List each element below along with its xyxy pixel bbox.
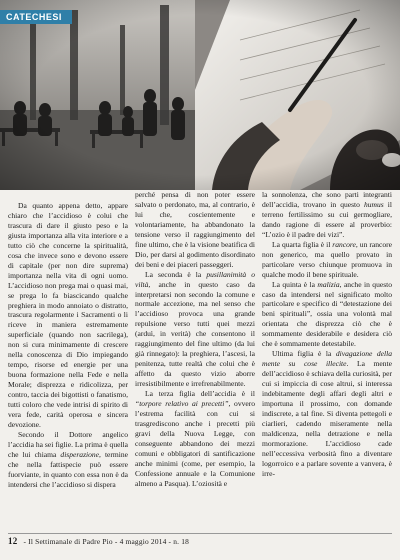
italic-text: rancore bbox=[332, 239, 356, 249]
text-run: . La mente dell’accidioso è schiava della curiosità, per cui si impiccia di cose altrui, si interessa indebitamente degli affari degli altri e importuna il prossimo, con domande indiscrete, a tal fine. Si diventa pettegoli e ciarlieri, cadendo miseramente nella maldicenza, nella detrazione e nella mormorazione. L’accidioso cade nell’eccessiva verbosità fino a diventare logorroico e a parlare sovente a vanvera, è irre- bbox=[262, 359, 392, 478]
text-run: il terreno fertilissimo su cui germogliare, dando ragione di essere al proverbio: “L’ozio è il padre dei vizi”. bbox=[262, 199, 392, 239]
text-run: perché pensa di non poter essere salvato o perdonato, ma, al contrario, è lui che, coscientemente e volontariamente, ha abbandonato la tensione verso il raggiungimento del fine ultimo, che è la visione beatifica di Dio, per darsi al godimento disordinato dei beni e dei piaceri passeggeri. bbox=[135, 190, 255, 269]
text-run: Da quanto appena detto, appare chiaro che l’accidioso è colui che trascura di dare il giusto peso e la giusta importanza alla vita interiore e a tutto ciò che concerne la spiritualità, cosa che invece sono e devono essere di capitale (per non dire suprema) importanza nella vita di ogni uomo. L’accidioso non prega mai o quasi mai, se prega lo fa biascicando qualche preghiera in modo annoiato o distratto, trascura regolarmente i Sacramenti o li riceve in maniera estremamente superficiale (quando non sacrilega), non si cura minimamente di crescere nella conoscenza di Dio impiegando tempo, risorse ed energie per una buona formazione nella Fede e nella Morale; disprezza e ridicolizza, per contro, taccia dei bigottisti o fanatismo, tutti coloro che vede intrisi di spirito di vera fede, carità operosa e sincera devozione. bbox=[8, 201, 128, 429]
article-column-3 bbox=[262, 190, 392, 479]
text-run: Ultima figlia è la bbox=[272, 349, 336, 359]
italic-text: pusillanimità o viltà bbox=[135, 269, 256, 289]
italic-text: humus bbox=[364, 199, 384, 209]
text-run: la sonnolenza, che sono parti integranti dell’accidia, trovano in questo bbox=[262, 190, 392, 209]
italic-text: divagazione della mente su cose illecite bbox=[262, 349, 393, 369]
text-run: Secondo il Dottore angelico l’accidia ha sei figlie. La prima è quella che lui chiama bbox=[8, 429, 128, 459]
text-run: , termine che nella fattispecie può essere fuorviante, in quanto con essa non è da intendersi che l’accidioso si dispera bbox=[8, 449, 128, 489]
text-run: La quarta figlia è il bbox=[272, 239, 333, 249]
text-run: , anche in questo caso da intendersi nel significato molto particolare e specifico di “detestazione dei beni spirituali”, ossia una volontà mal orientata che disprezza ciò che è sommamente desiderabile e desidera ciò che è sommamente detestabile. bbox=[262, 279, 393, 349]
article-column-2 bbox=[135, 190, 255, 489]
paragraph bbox=[262, 280, 392, 350]
text-run: , anche in questo caso da interpretarsi non secondo la comune e normale accezione, ma nel senso che l’accidioso provoca una grande repulsione verso tutti quei mezzi (arduì, in verità) che consentono il raggiungimento del fine ultimo (da lui già rinnegato): la preghiera, l’ascesi, la penitenza, tutte realtà che colui che è affetto da questo vizio aborre irresistibilmente e irrefrenabilmente. bbox=[135, 279, 255, 389]
text-run: , ovvero l’estrema facilità con cui si trasgrediscono anche i precetti più gravi della Nuova Legge, con conseguente abbandono dei mezzi comuni e obbligatori di santificazione anche minimi (come, per esempio, la Confessione annuale e la Comunione almeno a Pasqua). L’oziosità e bbox=[135, 399, 255, 488]
paragraph bbox=[262, 190, 392, 240]
page-number: 12 bbox=[8, 536, 18, 546]
paragraph bbox=[8, 430, 128, 490]
italic-text: disperazione bbox=[60, 449, 99, 459]
text-run: La seconda è la bbox=[145, 269, 207, 279]
text-run: La quinta è la bbox=[272, 279, 318, 289]
header-photo-graphic bbox=[0, 0, 400, 190]
italic-text: malizia bbox=[317, 279, 340, 289]
text-run: , un rancore non generico, ma quello provato in particolare verso chiunque promuova in qualche modo il bene spirituale. bbox=[262, 239, 392, 279]
footer-text: - Il Settimanale di Padre Pio - 4 maggio 2014 - n. 18 bbox=[23, 537, 190, 546]
section-tag: CATECHESI bbox=[0, 10, 72, 24]
italic-text: “torpore relativo ai precetti” bbox=[135, 399, 229, 409]
paragraph bbox=[262, 349, 392, 478]
paragraph bbox=[8, 201, 128, 430]
paragraph bbox=[135, 389, 255, 489]
paragraph bbox=[135, 190, 255, 270]
text-run: La terza figlia dell’accidia è il bbox=[145, 389, 255, 399]
header-photo bbox=[0, 0, 400, 190]
paragraph bbox=[262, 240, 392, 280]
article-column-1 bbox=[8, 201, 128, 490]
paragraph bbox=[135, 270, 255, 389]
page-footer bbox=[8, 533, 392, 548]
